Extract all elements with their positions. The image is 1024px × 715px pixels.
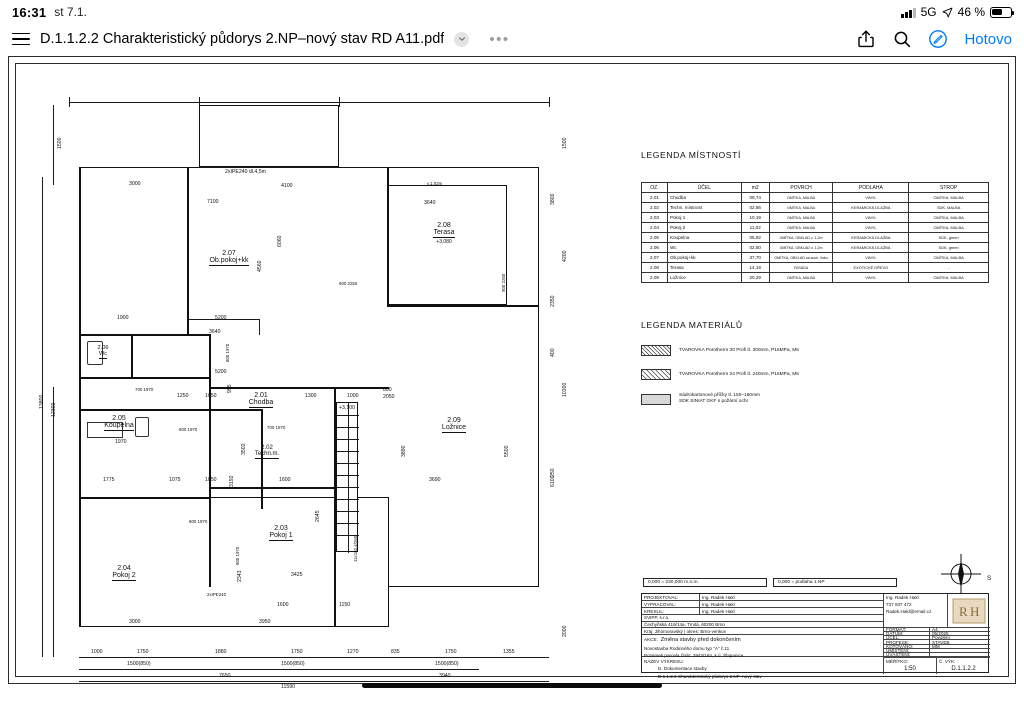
table-row [642,193,989,203]
room-label-2-04 [97,565,151,581]
stair-dim-label: 11x182,4/260 [353,535,358,562]
cell-m2: 02,50 [741,243,769,253]
room-label-2-02 [241,445,293,459]
room-label-2-09 [424,417,484,433]
material-label: Sádrokartonové příčky tl. 150–160mm [679,393,761,398]
meta-value [930,653,990,656]
chodba-level-note: +3,100 [339,405,356,411]
region-line: Kraj: Jihomoravský | okres: Brno-venkov [642,628,884,635]
vypracoval-label: VYPRACOVAL: [642,601,700,607]
door-900-2250b: 900 2250 [501,273,506,292]
cell-oz: 2.09 [642,273,668,283]
bdim-7650: 7650 [219,673,231,679]
room-name: Wc [98,351,108,357]
sheet-no-label: Č. VÝK: [939,659,956,664]
akce-label: AKCE: [644,637,658,642]
cell-m2: 14,19 [741,263,769,273]
contact-phone: 737 937 472 [886,601,912,607]
dim-3425: 3425 [291,572,303,578]
cell-oz: 2.07 [642,253,668,263]
material-item-1 [641,345,799,356]
dim-3000: 3000 [129,181,141,187]
contact-name: Ing. Radek Hakl [886,595,919,600]
bdim-1500-850c: 1500(850) [435,661,459,667]
contact-email: Radek.Hakl@email.cz [886,608,932,614]
dim-1150: 1150 [339,602,351,608]
dim-7100: 7100 [207,199,219,205]
nazev-label: NÁZEV VÝKRESU: [644,659,684,664]
cell-ucel: Wc [667,243,741,253]
floor-plan: 1500 1500 3800 4200 2350 400 10300 6100 250 2000 13800 12300 11x182,4/260 2xIPE240 dl.4,5m 2xIPE240 v.1,02m 2.07 Ob.pokoj+kk 2.08 Terasa +3,080 2.06 Wc 2.05 Koupelna 2.01 Chodba +3,100 2.09 Ložnice 2.02 Techn.m. 2.03 Pokoj 1 2.04 Pokoj 2 3000 7100 4100 3640 6060 4560 5200 3640 1900 5200 1250 1050 995 1300 1000 800 2050 3502 3192 1075 1050 1775 1600 3890 3690 5500 2645 3425 2343 1600 1150 3950 3000 1970 900 2250 800 1970 700 1970 800 1970 900 2250 700 1970 800 1970 800 1970 1000 1750 1880 1750 1270 835 1750 1355 1500(850) 1500(850) 1500(850) 7650 3940 11590 [9,57,609,685]
dim-1600: 1600 [279,477,291,483]
dim-3890: 3890 [401,445,407,457]
cell-ucel: Chodba [667,193,741,203]
cell-strop: OMÍTKA, MALBA [909,193,989,203]
bdim-835: 835 [391,649,400,655]
meta-label: KÓTOVÁNO: [884,645,930,648]
akce-line-1: Změna stavby před dokončením [660,637,741,643]
dim-2343: 2343 [237,570,243,582]
col-oz: OZ. [642,183,668,193]
cell-podlaha: VINYL [833,253,909,263]
company-name: SVIPP, s.r.o. [644,615,670,621]
material-item-3 [641,393,760,406]
table-row [642,203,989,213]
cell-povrch: OMÍTKA, MALBA [769,193,833,203]
meta-value: A4 [932,627,938,633]
meta-label: UMÍSTĚNÍ: [884,649,930,652]
akce-line-3: Pozemek parcela číslo: 2943/164, k.ú. Šlapanice [644,653,744,659]
cell-m2: 20,29 [741,273,769,283]
room-code: 2.07 [222,250,236,257]
cell-strop: SDK, green [909,243,989,253]
table-header-row [642,183,989,193]
cell-ucel: Ložnice [667,273,741,283]
cell-povrch: OMÍTKA, OBKLAD v. 1,2m [769,233,833,243]
meta-value: Povolení [932,635,950,641]
room-code: 2.08 [437,222,451,229]
cell-podlaha: KERAMICKÁ DLAŽBA [833,243,909,253]
dim-1900: 1900 [117,315,129,321]
table-row [642,273,989,283]
cell-strop: OMÍTKA, MALBA [909,223,989,233]
cell-oz: 2.02 [642,203,668,213]
room-name: Pokoj 2 [112,572,136,579]
nazev-line-1: D. Dokumentace stavby [658,666,707,672]
col-m2: m2 [741,183,769,193]
material-label-2: SDK SINIAT GKF s požární ochr. [679,399,750,405]
table-row [642,263,989,273]
door-800-1970d: 800 1970 [235,546,240,565]
chevron-down-icon[interactable] [454,32,469,47]
cell-podlaha: EXOTICKÉ DŘEVO [833,263,909,273]
north-arrow-icon [939,552,983,596]
room-label-2-08 [409,222,479,244]
col-podlaha: PODLAHA [833,183,909,193]
title-block [641,593,989,679]
meta-value: MM [932,643,940,649]
bdim-1355: 1355 [503,649,515,655]
door-700-1970b: 700 1970 [267,425,286,430]
door-800-1970b: 800 1970 [179,427,198,432]
bdim-1750c: 1750 [445,649,457,655]
cell-oz: 2.08 [642,263,668,273]
bdim-1500-850b: 1500(850) [281,661,305,667]
level-note-right: 0,000 = podlaha 1.NP [773,578,897,587]
cell-oz: 2.01 [642,193,668,203]
cell-ucel: Techn. místnost [667,203,741,213]
meta-label: DATUM: [884,632,930,635]
cell-podlaha: VINYL [833,223,909,233]
cell-povrch: OMÍTKA, MALBA [769,273,833,283]
table-row [642,253,989,263]
room-name: Ložnice [441,424,467,431]
done-button[interactable]: Hotovo [964,30,1012,48]
dim-6060: 6060 [277,235,283,247]
bdim-1270: 1270 [347,649,359,655]
cell-m2: 05,92 [741,233,769,243]
status-time: 16:31 [12,4,47,20]
north-letter: S [987,575,992,582]
bdim-1500-850: 1500(850) [127,661,151,667]
dim-3502: 3502 [241,443,247,455]
beam-note-2: 2xIPE240 [207,592,227,597]
cell-strop: SDK, green [909,233,989,243]
cell-oz: 2.05 [642,233,668,243]
material-label: TVAROVKA Porotherm 24 Profi tl. 240mm, P15MPa, M5 [679,372,799,377]
location-arrow-icon [942,7,953,18]
cell-ucel: Koupelna [667,233,741,243]
legend-rooms-body [642,193,989,283]
dim-3950: 3950 [259,619,271,625]
col-povrch: POVRCH [769,183,833,193]
dim-3690: 3690 [429,477,441,483]
room-label-2-06 [85,345,121,359]
cell-povrch: FASÁDA [769,263,833,273]
dim-4100: 4100 [281,183,293,189]
kreslil-value: Ing. Radek Hakl [702,608,735,614]
room-code: 2.09 [447,417,461,424]
legend-rooms-title: LEGENDA MÍSTNOSTÍ [641,150,741,160]
markup-circle-icon[interactable] [928,29,948,49]
meta-label: UVÁŠTĚNÍ: [884,653,930,656]
room-name: Koupelna [104,422,134,429]
dim-4560: 4560 [257,260,263,272]
meta-label: PROFESE: [884,640,930,643]
cell-ucel: Ob.pokoj+kk [667,253,741,263]
hatch-narrow-swatch-icon [641,369,671,380]
projektoval-label: PROJEKTOVAL: [642,594,700,600]
room-name: Techn.m. [254,451,280,457]
meta-value [930,649,990,652]
door-900-2250: 900 2250 [339,281,358,286]
drawing-sheet [8,56,1016,690]
meta-label: FORMÁT: [884,628,930,631]
kreslil-label: KRESLIL: [642,608,700,614]
cell-strop: SDK, MALBA [909,203,989,213]
table-row [642,243,989,253]
room-code: 2.05 [112,415,126,422]
room-name: Terasa [433,229,455,236]
legend-materials-title: LEGENDA MATERIÁLŮ [641,320,743,330]
room-code: 2.01 [254,392,268,399]
dim-1775: 1775 [103,477,115,483]
vypracoval-value: Ing. Radek Hakl [702,601,735,607]
legend-rooms-table [641,182,989,283]
dim-1300: 1300 [305,393,317,399]
scale-label: MĚŘÍTKO: [886,659,909,664]
dim-5200: 5200 [215,315,227,321]
company-logo [948,594,990,628]
cell-oz: 2.04 [642,223,668,233]
dim-1600b: 1600 [277,602,289,608]
dim-3640: 3640 [424,200,436,206]
cell-podlaha: VINYL [833,213,909,223]
status-bar [0,0,1024,24]
col-ucel: ÚČEL [667,183,741,193]
title-block-meta [884,628,990,657]
level-note-left: 0,000 = 230,000 m.n.m. [643,578,767,587]
room-code: 2.06 [97,345,109,351]
cell-podlaha: KERAMICKÁ DLAŽBA [833,203,909,213]
pdf-page-viewer[interactable] [0,54,1024,694]
cell-povrch: OMÍTKA, MALBA [769,223,833,233]
cell-m2: 09,74 [741,193,769,203]
dim-1970: 1970 [115,439,127,445]
cell-ucel: Pokoj 1 [667,213,741,223]
dim-3640b: 3640 [209,329,221,335]
cell-ucel: Terasa [667,263,741,273]
room-code: 2.03 [274,525,288,532]
cell-povrch: OMÍTKA, OBKLAD v. 1,2m [769,243,833,253]
dim-1050: 1050 [205,393,217,399]
dim-1250: 1250 [177,393,189,399]
navigation-bar [0,24,1024,54]
cell-m2: 10,19 [741,213,769,223]
search-icon[interactable] [892,29,912,49]
dim-3000b: 3000 [129,619,141,625]
hamburger-menu-icon[interactable] [12,33,30,46]
dim-1000: 1000 [347,393,359,399]
share-icon[interactable] [856,29,876,49]
cell-podlaha: KERAMICKÁ DLAŽBA [833,233,909,243]
hatch-wide-swatch-icon [641,345,671,356]
network-type-label: 5G [920,5,937,19]
cell-strop: OMÍTKA, MALBA [909,273,989,283]
svg-text:H: H [970,603,980,619]
door-800-1970: 800 1970 [225,343,230,362]
col-strop: STROP [909,183,989,193]
cell-m2: 37,70 [741,253,769,263]
dotted-swatch-icon [641,394,671,405]
sheet-no-value: D.1.1.2.2 [951,666,976,672]
door-700-1970: 700 1970 [135,387,154,392]
home-indicator [362,683,662,688]
svg-text:R: R [959,603,968,619]
status-date: st 7.1. [54,5,87,19]
room-label-2-07 [194,250,264,266]
cell-strop: - [909,263,989,273]
door-800-1970c: 800 1970 [189,519,208,524]
projektoval-value: Ing. Radek Hakl [702,594,735,600]
dim-2050: 2050 [383,394,395,400]
dim-1050b: 1050 [205,477,217,483]
scale-value: 1:50 [904,666,916,672]
cell-povrch: OMÍTKA, MALBA [769,213,833,223]
bdim-11590: 11590 [281,684,296,690]
room-level: +3,080 [436,238,452,245]
bdim-1000: 1000 [91,649,103,655]
battery-percent-label: 46 % [957,5,985,19]
nazev-line-2: D.1.1.2.2 Charakteristický půdorys 2.NP–nový stav [658,673,762,679]
cell-m2: 11,02 [741,223,769,233]
room-code: 2.02 [261,445,273,451]
meta-value: STAVEB. [932,639,951,645]
cell-ucel: Pokoj 2 [667,223,741,233]
cell-oz: 2.06 [642,243,668,253]
cell-strop: OMÍTKA, MALBA [909,213,989,223]
table-row [642,213,989,223]
dim-2645: 2645 [315,510,321,522]
dim-3192: 3192 [229,475,235,487]
cell-podlaha: VINYL [833,193,909,203]
slope-note: v.1,02m [427,181,443,186]
room-label-2-03 [254,525,308,541]
akce-line-2: Novostavba Rodinného domu typ "A" č.11 [644,645,730,651]
cell-strop: OMÍTKA, MALBA [909,253,989,263]
room-name: Pokoj 1 [269,532,293,539]
room-code: 2.04 [117,565,131,572]
signal-bars-icon [901,7,916,18]
beam-note: 2xIPE240 dl.4,5m [225,169,266,175]
material-label: TVAROVKA Porotherm 30 Profi tl. 300mm, P15MPa, M5 [679,348,799,353]
meta-label: ÚČEL: [884,636,930,639]
dim-1075: 1075 [169,477,181,483]
cell-povrch: OMÍTKA, OBKLAD za kuch. linku [769,253,833,263]
material-item-2 [641,369,799,380]
meta-value: 05/2025 [932,631,949,637]
company-address: Čechyňská 419/14a, Trnitá, 60200 Brno [644,622,725,628]
dim-5500: 5500 [504,445,510,457]
cell-povrch: OMÍTKA, MALBA [769,203,833,213]
document-title: D.1.1.2.2 Charakteristický půdorys 2.NP–nový stav RD A11.pdf [40,31,445,47]
battery-icon [990,7,1012,18]
dim-5200b: 5200 [215,369,227,375]
dim-800: 800 [383,387,392,393]
table-row [642,233,989,243]
bdim-1880: 1880 [215,649,227,655]
room-name: Chodba [248,399,274,406]
cell-oz: 2.03 [642,213,668,223]
room-name: Ob.pokoj+kk [209,257,249,264]
more-options-icon[interactable]: ••• [489,30,510,48]
cell-m2: 02,56 [741,203,769,213]
dim-995: 995 [227,384,233,393]
room-label-2-05 [89,415,149,431]
bdim-1750b: 1750 [291,649,303,655]
bdim-1750: 1750 [137,649,149,655]
staircase [336,402,358,552]
bdim-3940: 3940 [439,673,451,679]
cell-podlaha: VINYL [833,273,909,283]
table-row [642,223,989,233]
room-label-2-01 [231,392,291,408]
